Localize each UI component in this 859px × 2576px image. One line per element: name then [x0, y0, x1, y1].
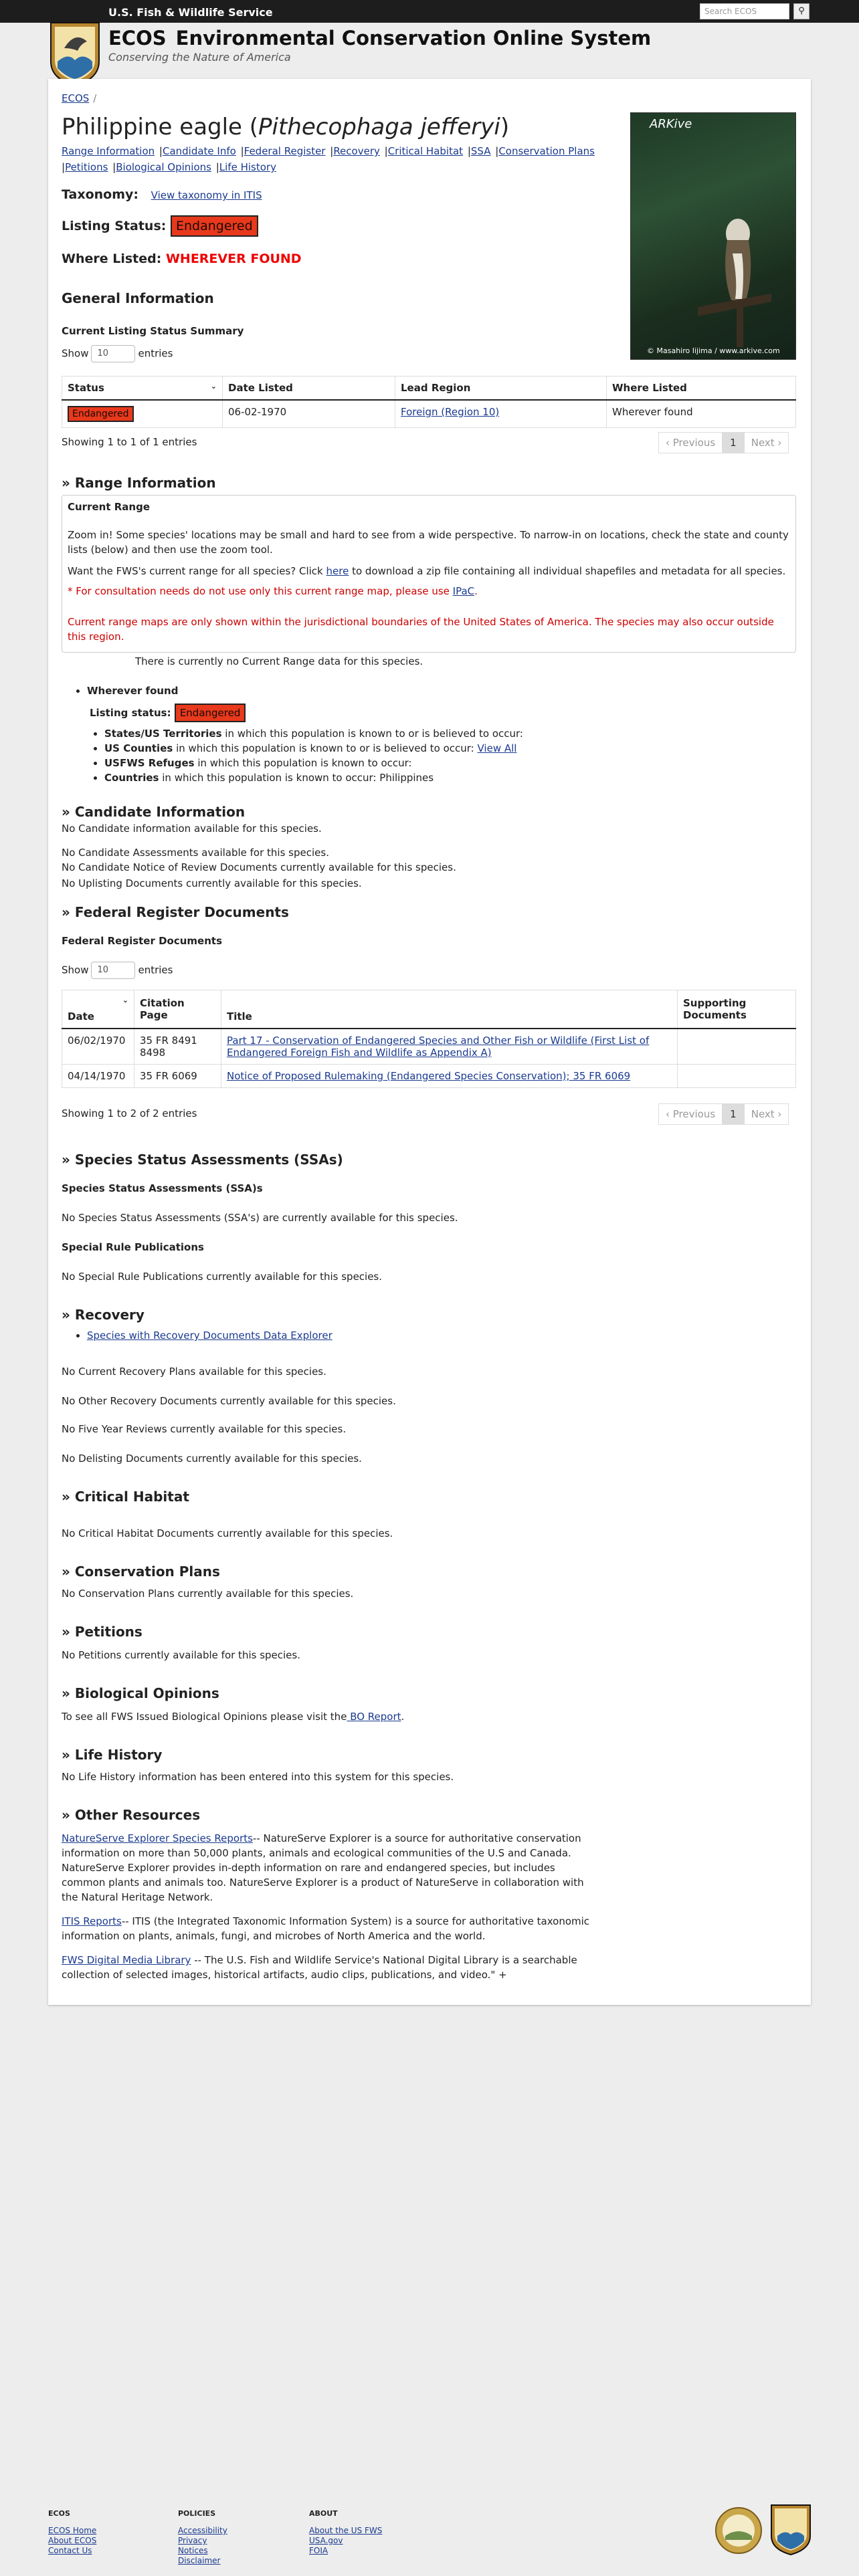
list-item: • US Counties in which this population is known to or is believed to occur: View All [104, 742, 741, 754]
candidate-line: No Candidate Notice of Review Documents currently available for this species. [62, 861, 456, 873]
next-button[interactable]: Next › [744, 1103, 789, 1125]
nav-candidate-info[interactable]: Candidate Info [162, 145, 236, 157]
table-row [62, 400, 796, 428]
site-tagline: Conserving the Nature of America [108, 51, 291, 64]
list-item [87, 1329, 332, 1341]
bo-report-link[interactable]: BO Report [347, 1711, 401, 1723]
current-range-box [62, 495, 796, 653]
listing-status-label: Listing Status: [62, 219, 167, 233]
where-listed-cell: Wherever found [607, 400, 796, 428]
col-supporting-documents[interactable]: Supporting Documents [678, 990, 796, 1029]
candidate-line: No Candidate information available for this species. [62, 823, 322, 835]
table-pager [658, 1103, 789, 1125]
natureserve-link[interactable]: NatureServe Explorer Species Reports [62, 1832, 253, 1844]
population-status-label: Listing status: [90, 707, 171, 719]
recovery-line: No Delisting Documents currently available for this species. [62, 1453, 362, 1465]
entries-control [62, 962, 173, 979]
fws-footer-logo [769, 2504, 812, 2556]
no-range-data: There is currently no Current Range data for this species. [135, 655, 423, 667]
ssa-heading: » Species Status Assessments (SSAs) [62, 1152, 343, 1168]
footer-heading: POLICIES [178, 2509, 216, 2518]
footer-heading: ECOS [48, 2509, 70, 2518]
conservation-plans-heading: » Conservation Plans [62, 1564, 220, 1580]
petitions-none: No Petitions currently available for this species. [62, 1649, 300, 1661]
status-badge: Endangered [68, 406, 134, 422]
ipac-link[interactable]: IPaC [452, 585, 475, 597]
range-zoom-note: Zoom in! Some species' locations may be small and hard to see from a wide perspective. To narrow-in on locations, check the state and county lists (below) and then use the zoom tool. [68, 529, 789, 556]
sort-icon[interactable]: ⌄ [210, 382, 217, 391]
nav-federal-register[interactable]: Federal Register [244, 145, 326, 157]
table-pager [658, 432, 789, 453]
breadcrumb-separator: / [93, 92, 97, 104]
nav-recovery[interactable]: Recovery [333, 145, 380, 157]
conservation-plans-none: No Conservation Plans currently available for this species. [62, 1588, 354, 1600]
entries-select[interactable]: 10 [91, 345, 135, 362]
fws-media-link[interactable]: FWS Digital Media Library [62, 1954, 191, 1966]
listing-summary-heading: Current Listing Status Summary [62, 325, 244, 337]
page-1-button[interactable]: 1 [723, 432, 744, 453]
section-nav: Range Information |Candidate Info |Federal Register |Recovery |Critical Habitat |SSA |Conservation Plans |Petitions |Biological Opinions |Life History [62, 145, 595, 173]
breadcrumb-home[interactable]: ECOS [62, 92, 90, 104]
col-date[interactable]: Date ⌄ [62, 990, 134, 1029]
where-listed-row [62, 251, 302, 266]
fr-citation-cell: 35 FR 6069 [134, 1065, 221, 1088]
fws-media-resource: FWS Digital Media Library -- The U.S. Fish and Wildlife Service's National Digital Library is a searchable collection of selected images, historical artifacts, audio clips, publications, and video." + [62, 1954, 577, 1981]
list-item: • States/US Territories in which this population is known to or is believed to occur: [104, 728, 741, 740]
footer-about [309, 2509, 382, 2556]
footer-ecos [48, 2509, 96, 2556]
life-history-none: No Life History information has been entered into this system for this species. [62, 1771, 454, 1783]
entries-label: entries [138, 347, 173, 360]
fr-supporting-cell [678, 1065, 796, 1088]
recovery-links [72, 1329, 332, 1344]
view-all-counties-link[interactable]: View All [477, 742, 517, 754]
species-scientific-name: Pithecophaga jefferyi [258, 114, 500, 140]
listing-status-table [62, 376, 796, 428]
entries-label: entries [138, 964, 173, 976]
footer-policies [178, 2509, 227, 2566]
site-header [0, 23, 859, 74]
title-paren-close: ) [500, 114, 510, 140]
col-lead-region[interactable]: Lead Region [395, 377, 607, 401]
entries-control [62, 345, 173, 362]
col-citation-page[interactable]: Citation Page [134, 990, 221, 1029]
population-name: Wherever found [87, 685, 179, 697]
col-where-listed[interactable]: Where Listed [607, 377, 796, 401]
prev-button[interactable]: ‹ Previous [658, 1103, 723, 1125]
srp-none: No Special Rule Publications currently available for this species. [62, 1271, 383, 1283]
status-badge: Endangered [171, 215, 258, 237]
nav-ssa[interactable]: SSA [470, 145, 491, 157]
fr-title-link[interactable]: Part 17 - Conservation of Endangered Species and Other Fish or Wildlife (First List of Endangered Foreign Fish and Wildlife as Appendix A) [227, 1035, 650, 1059]
range-consultation-note: * For consultation needs do not use only this current range map, please use IPaC. [68, 585, 478, 597]
natureserve-resource: NatureServe Explorer Species Reports-- NatureServe Explorer is a source for authoritative conservation information on more than 50,000 plants, animals and ecological communities of the U.S and Canada. NatureServe Explorer provides in-depth information on rare and endangered species, but includes common plants and animals too. NatureServe Explorer is a product of NatureServe in collaboration with the Natural Heritage Network. [62, 1832, 584, 1903]
nav-range-information[interactable]: Range Information [62, 145, 155, 157]
recovery-explorer-link[interactable]: Species with Recovery Documents Data Explorer [87, 1329, 332, 1341]
taxonomy-row [62, 187, 262, 202]
site-full-name: Environmental Conservation Online System [175, 27, 652, 49]
site-abbr[interactable]: ECOS [108, 27, 167, 49]
status-badge: Endangered [175, 704, 246, 722]
page-title [62, 114, 509, 140]
critical-habitat-none: No Critical Habitat Documents currently available for this species. [62, 1527, 393, 1539]
footer-link[interactable]: Notices [178, 2546, 208, 2555]
nav-critical-habitat[interactable]: Critical Habitat [387, 145, 464, 157]
search-icon[interactable]: ⚲ [793, 3, 809, 19]
species-common-name: Philippine eagle ( [62, 114, 259, 140]
range-boundary-note: Current range maps are only shown within the jurisdictional boundaries of the United States of America. The species may also occur outside this region. [68, 616, 774, 643]
col-date-listed[interactable]: Date Listed [223, 377, 395, 401]
main-content [48, 79, 811, 2005]
recovery-heading: » Recovery [62, 1307, 145, 1323]
col-title[interactable]: Title [221, 990, 678, 1029]
footer-link[interactable]: About the US FWS [309, 2526, 383, 2535]
petitions-heading: » Petitions [62, 1624, 142, 1640]
lead-region-link[interactable]: Foreign (Region 10) [401, 406, 500, 418]
agency-name[interactable]: U.S. Fish & Wildlife Service [108, 6, 273, 19]
footer-heading: ABOUT [309, 2509, 338, 2518]
fr-date-cell: 06/02/1970 [62, 1029, 134, 1065]
general-info-heading: General Information [62, 290, 214, 306]
fr-supporting-cell [678, 1029, 796, 1065]
fr-title-link[interactable]: Notice of Proposed Rulemaking (Endangered Species Conservation); 35 FR 6069 [227, 1070, 631, 1082]
life-history-heading: » Life History [62, 1747, 163, 1763]
critical-habitat-heading: » Critical Habitat [62, 1489, 189, 1505]
current-range-title: Current Range [68, 501, 150, 513]
breadcrumb [62, 92, 96, 104]
show-label: Show [62, 347, 89, 360]
fr-subheading: Federal Register Documents [62, 935, 223, 947]
srp-heading: Special Rule Publications [62, 1241, 204, 1253]
sort-icon[interactable]: ⌄ [122, 996, 128, 1004]
photo-credit: © Masahiro Iijima / www.arkive.com [647, 346, 780, 355]
recovery-line: No Other Recovery Documents currently available for this species. [62, 1395, 396, 1407]
listing-status-row [62, 215, 258, 237]
biological-opinions-heading: » Biological Opinions [62, 1685, 219, 1701]
footer-link[interactable]: Privacy [178, 2536, 207, 2545]
footer-link[interactable]: FOIA [309, 2546, 328, 2555]
fr-date-cell: 04/14/1970 [62, 1065, 134, 1088]
footer-link[interactable]: Disclaimer [178, 2556, 221, 2565]
taxonomy-label: Taxonomy: [62, 187, 139, 202]
footer-link[interactable]: Contact Us [48, 2546, 92, 2555]
download-here-link[interactable]: here [326, 565, 349, 577]
fr-table [62, 990, 796, 1088]
footer-link[interactable]: ECOS Home [48, 2526, 97, 2535]
ssa-subheading: Species Status Assessments (SSA)s [62, 1182, 263, 1194]
population-list [72, 685, 741, 786]
footer-link[interactable]: USA.gov [309, 2536, 343, 2545]
candidate-line: No Uplisting Documents currently available for this species. [62, 877, 362, 889]
taxonomy-link[interactable]: View taxonomy in ITIS [151, 189, 262, 201]
arkive-brand: ARKive [650, 117, 692, 131]
entries-select[interactable]: 10 [91, 962, 135, 979]
nav-biological-opinions[interactable]: Biological Opinions [116, 161, 211, 173]
show-label: Show [62, 964, 89, 976]
footer-link[interactable]: About ECOS [48, 2536, 97, 2545]
search-input[interactable]: Search ECOS [700, 3, 789, 19]
population-item [87, 685, 741, 784]
site-title [108, 27, 651, 49]
footer-link[interactable]: Accessibility [178, 2526, 227, 2535]
ssa-none: No Species Status Assessments (SSA's) are currently available for this species. [62, 1212, 458, 1224]
population-status-row [90, 704, 741, 722]
range-heading: » Range Information [62, 475, 216, 491]
candidate-heading: » Candidate Information [62, 804, 246, 820]
biological-opinions-text: To see all FWS Issued Biological Opinions please visit the BO Report. [62, 1711, 405, 1723]
other-resources-heading: » Other Resources [62, 1807, 201, 1823]
next-button[interactable]: Next › [744, 432, 789, 453]
itis-resource: ITIS Reports-- ITIS (the Integrated Taxonomic Information System) is a source for authoritative taxonomic information on plants, animals, fungi, and microbes of North America and the world. [62, 1915, 590, 1942]
col-status[interactable]: Status ⌄ [62, 377, 223, 401]
itis-link[interactable]: ITIS Reports [62, 1915, 122, 1927]
nav-petitions[interactable]: Petitions [65, 161, 108, 173]
recovery-line: No Five Year Reviews currently available for this species. [62, 1423, 347, 1435]
fr-heading: » Federal Register Documents [62, 904, 289, 920]
table-info: Showing 1 to 1 of 1 entries [62, 436, 197, 448]
eagle-image [698, 193, 771, 347]
table-row [62, 1029, 796, 1065]
fws-shield-logo[interactable] [48, 21, 102, 87]
range-download-note: Want the FWS's current range for all species? Click here to download a zip file containing all individual shapefiles and metadata for all species. [68, 565, 786, 577]
where-listed-value: WHEREVER FOUND [165, 251, 302, 266]
table-row [62, 1065, 796, 1088]
nav-life-history[interactable]: Life History [219, 161, 276, 173]
page-1-button[interactable]: 1 [723, 1103, 744, 1125]
candidate-line: No Candidate Assessments available for this species. [62, 847, 329, 859]
fr-citation-cell: 35 FR 8491 8498 [134, 1029, 221, 1065]
table-info: Showing 1 to 2 of 2 entries [62, 1107, 197, 1119]
date-listed-cell: 06-02-1970 [223, 400, 395, 428]
where-listed-label: Where Listed: [62, 251, 162, 266]
interior-seal-icon [714, 2506, 763, 2555]
prev-button[interactable]: ‹ Previous [658, 432, 723, 453]
nav-conservation-plans[interactable]: Conservation Plans [498, 145, 595, 157]
top-bar [0, 0, 859, 23]
recovery-line: No Current Recovery Plans available for this species. [62, 1366, 326, 1378]
list-item: • USFWS Refuges in which this population is known to occur: [104, 757, 741, 769]
species-photo[interactable] [630, 112, 796, 360]
list-item: • Countries in which this population is known to occur: Philippines [104, 772, 741, 784]
